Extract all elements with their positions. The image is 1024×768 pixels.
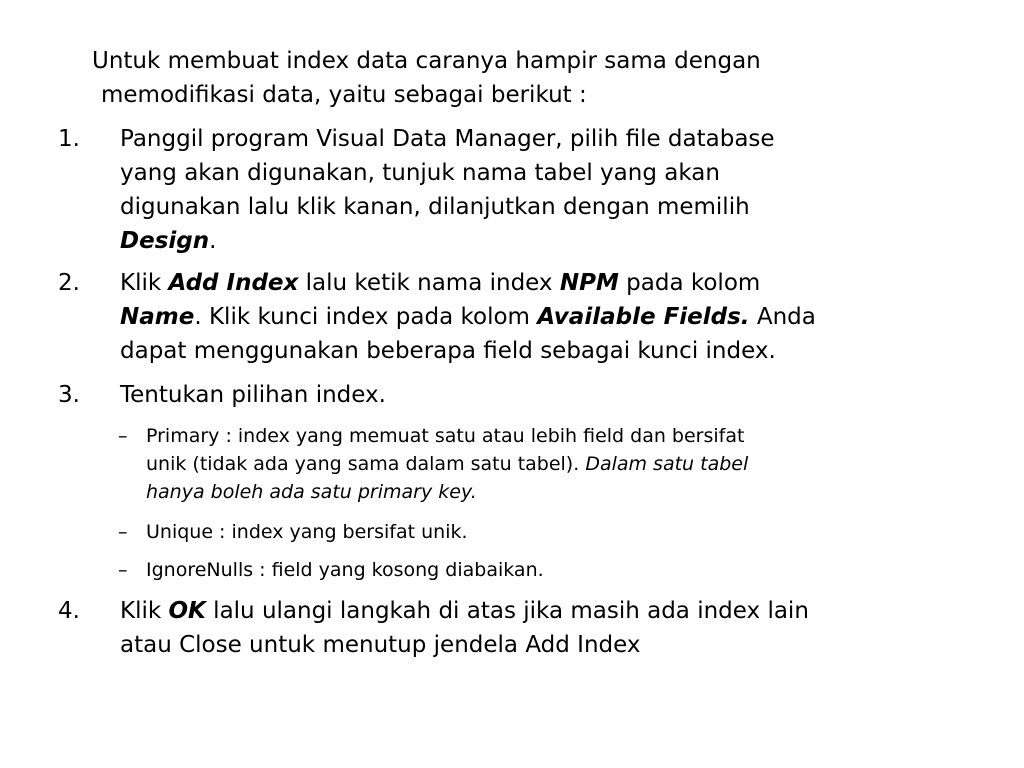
text-line: Tentukan pilihan index. [120, 382, 386, 408]
emphasis-add-index: Add Index [168, 270, 299, 296]
intro-paragraph [92, 44, 992, 112]
sub-item-text [146, 422, 966, 506]
sub-item-text [146, 518, 966, 546]
text-line [120, 224, 1000, 258]
dash-bullet: – [118, 425, 128, 447]
emphasis-name: Name [120, 304, 195, 330]
text-line [120, 266, 1000, 300]
italic-run: Dalam satu tabel [585, 453, 749, 475]
text-run: Klik [120, 270, 169, 296]
list-number: 1. [58, 126, 80, 152]
text-line: Primary : index yang memuat satu atau lebih field dan bersifat [146, 425, 745, 447]
emphasis-npm: NPM [559, 270, 619, 296]
intro-line-1: Untuk membuat index data caranya hampir sama dengan [92, 48, 761, 74]
text-run: lalu ulangi langkah di atas jika masih ada index lain [205, 598, 809, 624]
text-line: Panggil program Visual Data Manager, pilih file database [120, 126, 775, 152]
text-line [120, 300, 1000, 334]
list-number: 2. [58, 270, 80, 296]
text-line: Unique : index yang bersifat unik. [146, 521, 468, 543]
text-run: pada kolom [618, 270, 761, 296]
list-item-text [120, 122, 1000, 258]
text-run: Klik [120, 598, 169, 624]
text-run: lalu ketik nama index [298, 270, 560, 296]
text-line: dapat menggunakan beberapa field sebagai kunci index. [120, 338, 776, 364]
text-line: digunakan lalu klik kanan, dilanjutkan dengan memilih [120, 194, 750, 220]
text-run: Anda [749, 304, 816, 330]
text-line [120, 594, 1000, 628]
list-item-text [120, 266, 1000, 368]
list-number: 3. [58, 382, 80, 408]
emphasis-design: Design [120, 228, 210, 254]
text-line [146, 450, 966, 478]
punctuation: . [209, 228, 217, 254]
list-item-text [120, 594, 1000, 662]
emphasis-ok: OK [168, 598, 206, 624]
list-number: 4. [58, 598, 80, 624]
text-line: hanya boleh ada satu primary key. [146, 481, 477, 503]
dash-bullet: – [118, 521, 128, 543]
text-line: atau Close untuk menutup jendela Add Index [120, 632, 641, 658]
sub-item-text [146, 556, 966, 584]
text-line: yang akan digunakan, tunjuk nama tabel yang akan [120, 160, 720, 186]
text-run: unik (tidak ada yang sama dalam satu tabel). [146, 453, 586, 475]
intro-line-2: memodifikasi data, yaitu sebagai berikut : [101, 82, 587, 108]
text-line: IgnoreNulls : field yang kosong diabaikan. [146, 559, 544, 581]
text-run: . Klik kunci index pada kolom [194, 304, 538, 330]
dash-bullet: – [118, 559, 128, 581]
list-item-text [120, 378, 1000, 412]
emphasis-available-fields: Available Fields. [537, 304, 750, 330]
